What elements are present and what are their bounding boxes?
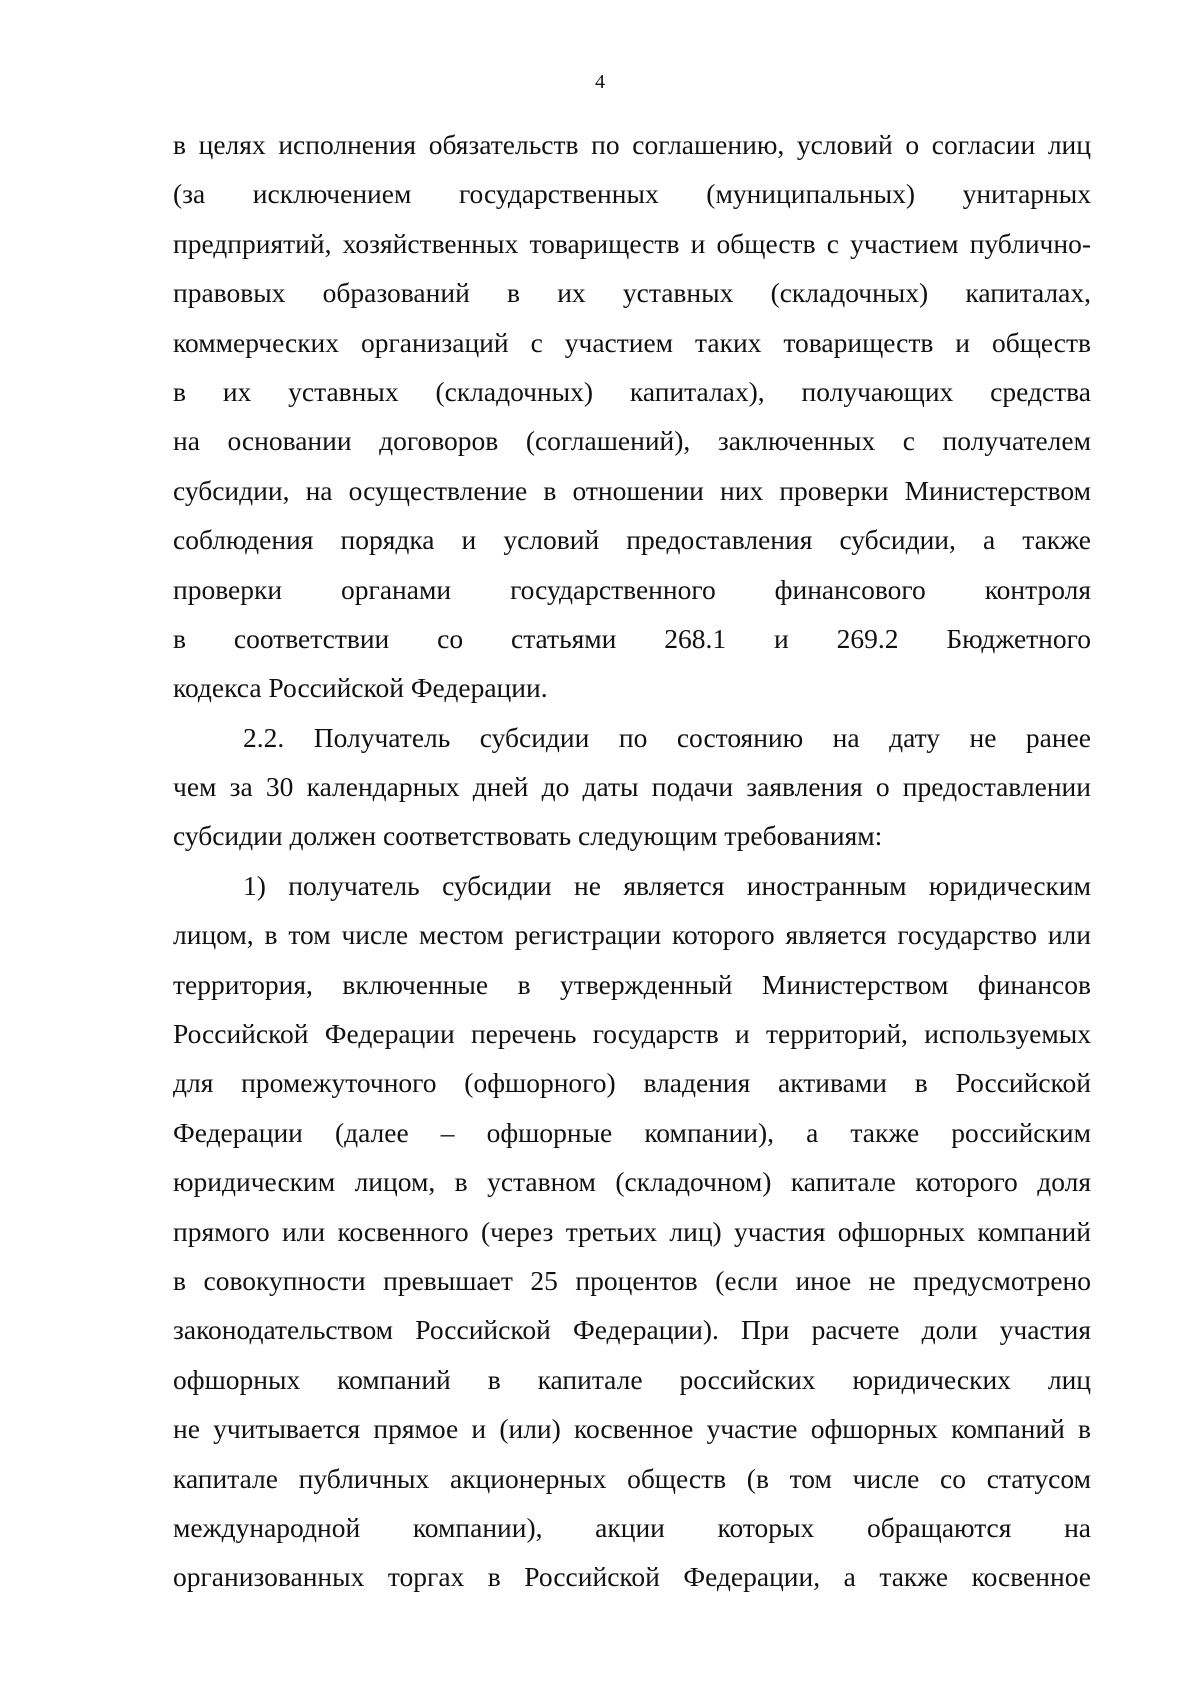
text-line: не учитывается прямое и (или) косвенное участие офшорных компаний в: [173, 1413, 1091, 1445]
text-line: капитале публичных акционерных обществ (в том числе со статусом: [173, 1462, 1091, 1494]
text-line: (за исключением государственных (муниципальных) унитарных: [173, 178, 1091, 210]
text-line: юридическим лицом, в уставном (складочном) капитале которого доля: [173, 1166, 1091, 1198]
text-line: коммерческих организаций с участием таких товариществ и обществ: [173, 326, 1091, 358]
text-line: Федерации (далее – офшорные компании), а также российским: [173, 1116, 1091, 1148]
text-line: субсидии, на осуществление в отношении них проверки Министерством: [173, 474, 1091, 506]
document-body: [173, 120, 1091, 1602]
text-line: прямого или косвенного (через третьих лиц) участия офшорных компаний: [173, 1215, 1091, 1247]
text-line: субсидии должен соответствовать следующим требованиям:: [173, 820, 883, 852]
paragraph: [173, 120, 1091, 713]
paragraph: [173, 713, 1091, 861]
text-line: в их уставных (складочных) капиталах), получающих средства: [173, 375, 1091, 407]
text-line: правовых образований в их уставных (складочных) капиталах,: [173, 277, 1091, 309]
text-line: в соответствии со статьями 268.1 и 269.2 Бюджетного: [173, 622, 1091, 654]
text-line: проверки органами государственного финансового контроля: [173, 573, 1091, 605]
text-line: соблюдения порядка и условий предоставления субсидии, а также: [173, 524, 1091, 556]
text-line: 2.2. Получатель субсидии по состоянию на дату не ранее: [243, 721, 1091, 753]
text-line: территория, включенные в утвержденный Министерством финансов: [173, 968, 1091, 1000]
text-line: в совокупности превышает 25 процентов (если иное не предусмотрено: [173, 1264, 1091, 1296]
paragraph: [173, 861, 1091, 1602]
text-line: в целях исполнения обязательств по соглашению, условий о согласии лиц: [173, 129, 1091, 160]
text-line: для промежуточного (офшорного) владения активами в Российской: [173, 1067, 1091, 1099]
text-line: кодекса Российской Федерации.: [173, 672, 548, 704]
page-number: 4: [595, 71, 605, 93]
text-line: 1) получатель субсидии не является иностранным юридическим: [243, 869, 1091, 901]
text-line: чем за 30 календарных дней до даты подачи заявления о предоставлении: [173, 771, 1091, 803]
text-line: законодательством Российской Федерации). При расчете доли участия: [173, 1314, 1091, 1346]
text-line: международной компании), акции которых обращаются на: [173, 1511, 1091, 1543]
text-line: офшорных компаний в капитале российских юридических лиц: [173, 1363, 1091, 1395]
text-line: организованных торгах в Российской Федерации, а также косвенное: [173, 1561, 1091, 1593]
text-line: Российской Федерации перечень государств и территорий, используемых: [173, 1018, 1091, 1050]
text-line: лицом, в том числе местом регистрации которого является государство или: [173, 919, 1091, 951]
text-line: на основании договоров (соглашений), заключенных с получателем: [173, 425, 1091, 457]
text-line: предприятий, хозяйственных товариществ и обществ с участием публично-: [173, 227, 1091, 259]
